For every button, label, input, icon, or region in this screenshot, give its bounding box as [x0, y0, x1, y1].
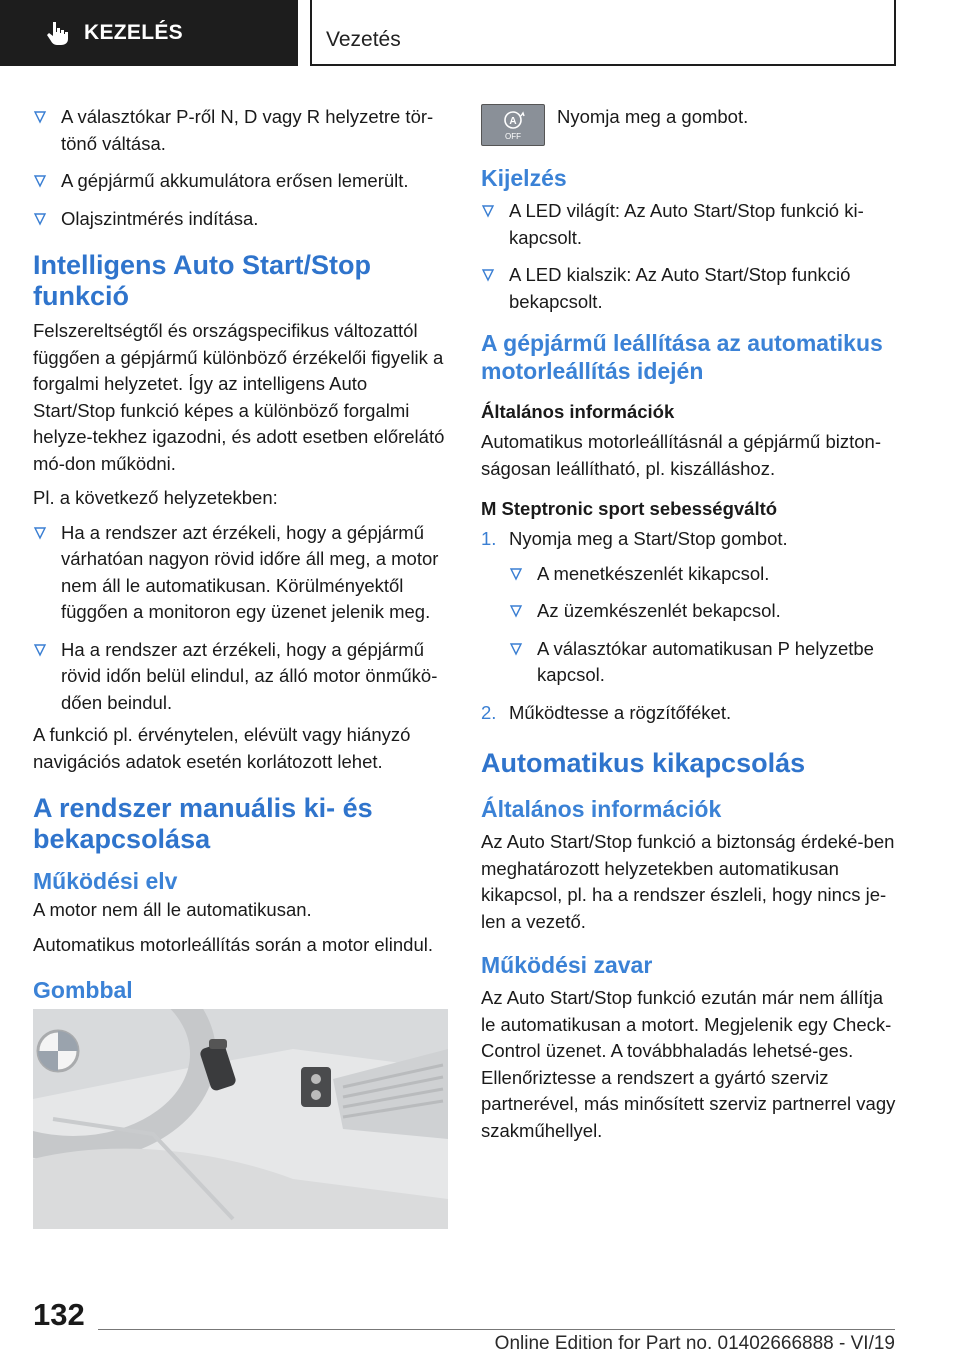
- list-item: [481, 598, 897, 625]
- triangle-bullet-icon: [33, 526, 47, 540]
- button-instruction-text: Nyomja meg a gombot.: [557, 106, 749, 127]
- page-number: 132: [33, 1297, 85, 1332]
- triangle-bullet-icon: [481, 268, 495, 282]
- triangle-bullet-icon: [33, 643, 47, 657]
- triangle-bullet-icon: [33, 212, 47, 226]
- heading-principle: Működési elv: [33, 868, 178, 894]
- bullet-text: A LED kialszik: Az Auto Start/Stop funkció bekapcsolt.: [509, 264, 851, 312]
- step-text: Nyomja meg a Start/Stop gombot.: [509, 528, 788, 549]
- page-header: [0, 0, 960, 66]
- heading-general-info: Általános információk: [481, 401, 675, 422]
- button-instruction: [481, 104, 897, 146]
- triangle-bullet-icon: [33, 110, 47, 124]
- footer-rule: [98, 1329, 895, 1330]
- chapter-tab-label: KEZELÉS: [84, 21, 183, 44]
- bullet-text: Ha a rendszer azt érzékeli, hogy a gépjármű várhatóan nagyon rövid időre áll meg, a motor nem áll le automatikusan. Körülményektől függően a monitoron egy üzenet jelenik meg.: [61, 521, 439, 622]
- section-title: Vezetés: [326, 28, 401, 51]
- car-interior-image: [33, 1009, 448, 1229]
- right-column: [481, 104, 897, 1152]
- paragraph-principle-2: Automatikus motorleállítás során a motor elindul.: [33, 933, 433, 955]
- numbered-step: [481, 526, 897, 553]
- list-item: [33, 104, 449, 157]
- bullet-text: A menetkészenlét kikapcsol.: [537, 562, 770, 584]
- heading-fault: Működési zavar: [481, 952, 653, 978]
- triangle-bullet-icon: [509, 604, 523, 618]
- hand-pointer-icon: [44, 20, 70, 46]
- paragraph-general-2: Az Auto Start/Stop funkció a biztonság érdeké-ben meghatározott helyzetekben automatikusan kikapcsol, pl. ha a rendszer észleli, hogy nincs je-len a vezető.: [481, 831, 895, 932]
- paragraph-principle-1: A motor nem áll le automatikusan.: [33, 899, 312, 920]
- bullet-text: Ha a rendszer azt érzékeli, hogy a gépjármű rövid időn belül elindul, az álló motor önműkö-dően beindul.: [61, 638, 438, 713]
- paragraph-intelligent: Felszereltségtől és országspecifikus változattól függően a gépjármű különböző érzékelői figyelik a forgalmi helyzetet. Így az intelligens Auto Start/Stop funkció képes a különböző forgalmi helyze-tekhez igazodni, és adott esetben előrelátó mó-don működni.: [33, 320, 445, 474]
- heading-button: Gombbal: [33, 977, 133, 1003]
- triangle-bullet-icon: [509, 567, 523, 581]
- bullet-text: Olajszintmérés indítása.: [61, 207, 259, 229]
- bullet-text: Az üzemkészenlét bekapcsol.: [537, 600, 781, 621]
- triangle-bullet-icon: [33, 174, 47, 188]
- left-column: [33, 104, 449, 1010]
- triangle-bullet-icon: [481, 204, 495, 218]
- heading-manual: A rendszer manuális ki- és bekapcsolása: [33, 793, 373, 854]
- bullet-text: A választókar automatikusan P helyzetbe kapcsol.: [537, 637, 874, 685]
- paragraph-navigation: A funkció pl. érvénytelen, elévült vagy hiányzó navigációs adatok esetén korlátozott lehet.: [33, 724, 411, 772]
- step-text: Működtesse a rögzítőféket.: [509, 701, 732, 723]
- heading-auto-off: Automatikus kikapcsolás: [481, 748, 806, 778]
- list-item: [481, 636, 897, 689]
- header-right-border: [894, 0, 896, 66]
- auto-start-stop-button-icon: [481, 104, 545, 146]
- heading-parking: A gépjármű leállítása az automatikus motorleállítás idején: [481, 330, 883, 384]
- chapter-tab[interactable]: [0, 0, 298, 66]
- list-item: [33, 168, 449, 195]
- edition-note: Online Edition for Part no. 01402666888 - VI/19: [494, 1333, 895, 1354]
- bullet-text: A LED világít: Az Auto Start/Stop funkció ki-kapcsolt.: [509, 200, 864, 248]
- list-item: [33, 206, 449, 233]
- header-rule: [312, 64, 896, 66]
- heading-display: Kijelzés: [481, 165, 567, 191]
- list-item: [481, 262, 897, 315]
- step-number: 2.: [481, 701, 497, 723]
- list-item: [481, 198, 897, 251]
- svg-text:A: A: [509, 116, 517, 127]
- header-divider: [310, 0, 312, 66]
- numbered-step: [481, 700, 897, 727]
- heading-steptronic: M Steptronic sport sebességváltó: [481, 498, 778, 519]
- heading-general-info-2: Általános információk: [481, 796, 722, 822]
- list-item: [481, 561, 897, 588]
- heading-intelligent-start-stop: Intelligens Auto Start/Stop funkció: [33, 250, 372, 311]
- list-item: [33, 637, 449, 717]
- triangle-bullet-icon: [509, 642, 523, 656]
- paragraph-general: Automatikus motorleállításnál a gépjármű bizton-ságosan leállítható, pl. kiszálláshoz.: [481, 431, 881, 479]
- svg-text:OFF: OFF: [505, 132, 521, 141]
- steering-wheel-illustration: [33, 1009, 448, 1229]
- paragraph-fault: Az Auto Start/Stop funkció ezután már nem állítja le automatikusan a motort. Megjelenik egy Check-Control üzenet. A továbbhaladás lehetsé-ges. Ellenőriztesse a rendszert a gyártó szerviz partnerével, más minősített szerviz partnerrel vagy szakműhellyel.: [481, 987, 896, 1141]
- paragraph-example: Pl. a következő helyzetekben:: [33, 487, 278, 508]
- start-stop-off-icon: [482, 105, 544, 145]
- bullet-text: A választókar P-ről N, D vagy R helyzetre tör-tönő váltása.: [61, 106, 434, 154]
- list-item: [33, 520, 449, 626]
- step-number: 1.: [481, 528, 497, 549]
- bullet-text: A gépjármű akkumulátora erősen lemerült.: [61, 170, 409, 191]
